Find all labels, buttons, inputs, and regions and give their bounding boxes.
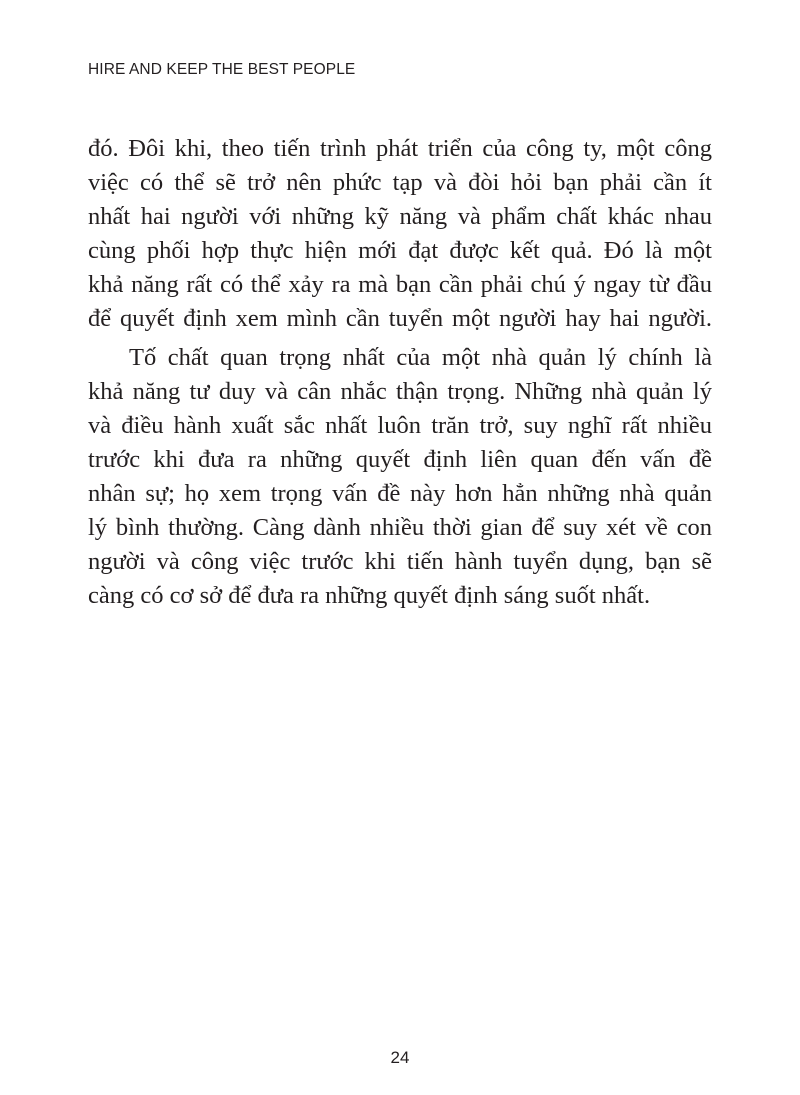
text-line: cùng phối hợp thực hiện mới đạt được kết quả. Đó là một [88,237,712,264]
text-line: Tố chất quan trọng nhất của một nhà quản lý chính là [129,344,712,371]
running-header: HIRE AND KEEP THE BEST PEOPLE [88,61,356,78]
page-number: 24 [390,1048,410,1067]
paragraph-2 [88,341,712,613]
text-line: đó. Đôi khi, theo tiến trình phát triển của công ty, một công [88,135,712,162]
text-line: khả năng tư duy và cân nhắc thận trọng. Những nhà quản lý [88,378,712,405]
text-line: khả năng rất có thể xảy ra mà bạn cần phải chú ý ngay từ đầu [88,271,712,298]
text-line: lý bình thường. Càng dành nhiều thời gian để suy xét về con [88,514,712,541]
text-line: người và công việc trước khi tiến hành tuyển dụng, bạn sẽ [88,548,712,575]
text-line: nhân sự; họ xem trọng vấn đề này hơn hẳn những nhà quản [88,480,712,507]
text-line: trước khi đưa ra những quyết định liên quan đến vấn đề [88,446,712,473]
text-line: càng có cơ sở để đưa ra những quyết định sáng suốt nhất. [88,582,651,609]
text-line: việc có thể sẽ trở nên phức tạp và đòi hỏi bạn phải cần ít [88,169,712,196]
text-line: nhất hai người với những kỹ năng và phẩm chất khác nhau [88,203,712,230]
text-line: để quyết định xem mình cần tuyển một người hay hai người. [88,305,712,332]
paragraph-1 [88,132,712,336]
text-line: và điều hành xuất sắc nhất luôn trăn trở, suy nghĩ rất nhiều [88,412,712,439]
